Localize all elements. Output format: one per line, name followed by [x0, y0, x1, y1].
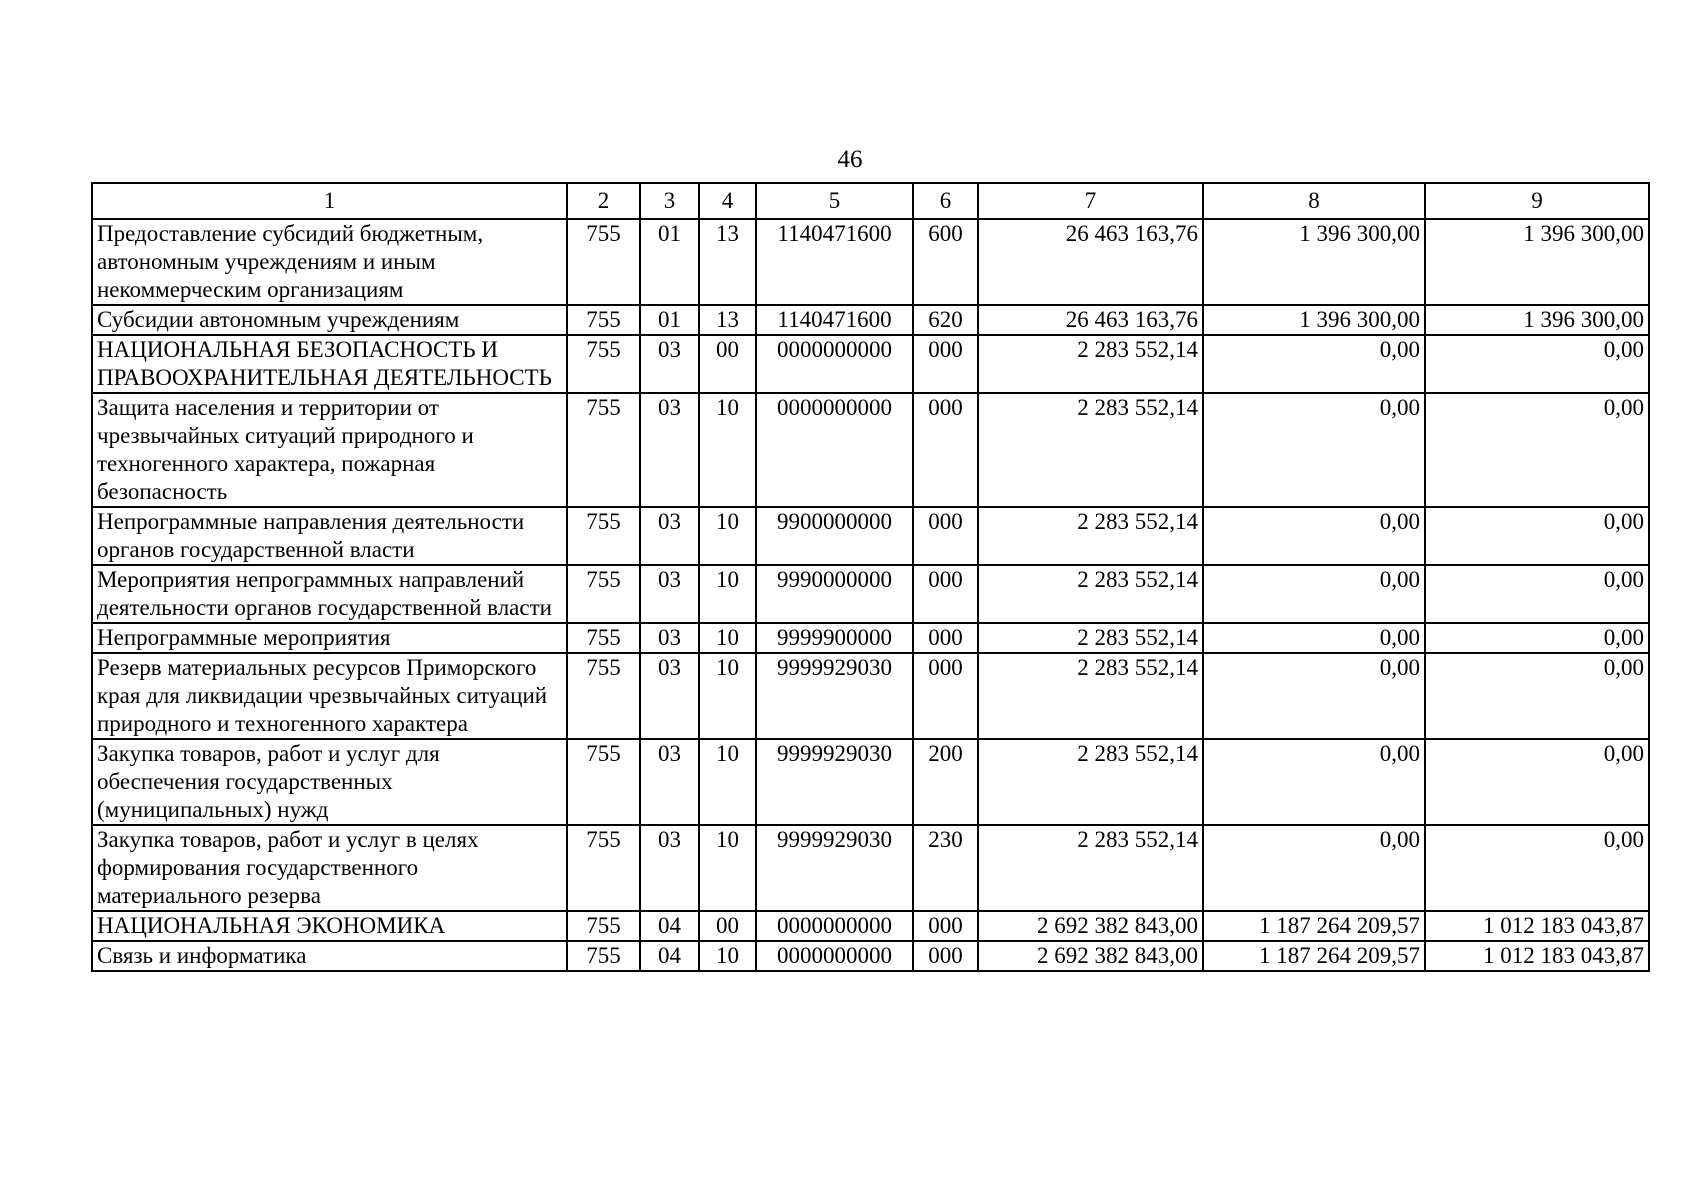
row-code-6: 000	[913, 565, 978, 623]
row-code-4: 10	[699, 507, 756, 565]
row-code-6: 000	[913, 911, 978, 941]
row-sum-9: 0,00	[1425, 739, 1649, 825]
header-row	[92, 183, 1649, 219]
budget-table	[91, 182, 1650, 972]
row-code-2: 755	[567, 911, 640, 941]
row-name: Закупка товаров, работ и услуг в целях формирования государственного материального резерва	[92, 825, 567, 911]
row-code-5: 0000000000	[756, 335, 913, 393]
header-col-1: 1	[92, 183, 567, 219]
row-code-4: 10	[699, 623, 756, 653]
row-code-6: 000	[913, 335, 978, 393]
row-sum-9: 0,00	[1425, 623, 1649, 653]
row-sum-8: 0,00	[1203, 623, 1425, 653]
table-row	[92, 393, 1649, 507]
row-sum-9: 0,00	[1425, 825, 1649, 911]
row-name: НАЦИОНАЛЬНАЯ БЕЗОПАСНОСТЬ И ПРАВООХРАНИТЕЛЬНАЯ ДЕЯТЕЛЬНОСТЬ	[92, 335, 567, 393]
row-code-3: 03	[640, 653, 699, 739]
row-code-2: 755	[567, 825, 640, 911]
row-code-5: 9999929030	[756, 739, 913, 825]
row-sum-7: 2 283 552,14	[978, 565, 1203, 623]
row-name: Субсидии автономным учреждениям	[92, 305, 567, 335]
row-sum-9: 1 012 183 043,87	[1425, 941, 1649, 971]
row-code-4: 13	[699, 219, 756, 305]
row-code-3: 03	[640, 623, 699, 653]
table-row	[92, 825, 1649, 911]
row-code-2: 755	[567, 941, 640, 971]
row-code-6: 230	[913, 825, 978, 911]
row-sum-7: 2 692 382 843,00	[978, 941, 1203, 971]
row-code-5: 9999900000	[756, 623, 913, 653]
row-name: Связь и информатика	[92, 941, 567, 971]
table-row	[92, 911, 1649, 941]
table-row	[92, 219, 1649, 305]
row-code-3: 04	[640, 941, 699, 971]
row-sum-8: 0,00	[1203, 739, 1425, 825]
row-code-5: 0000000000	[756, 393, 913, 507]
row-code-5: 9990000000	[756, 565, 913, 623]
row-code-3: 03	[640, 393, 699, 507]
row-code-4: 10	[699, 739, 756, 825]
row-sum-7: 2 283 552,14	[978, 653, 1203, 739]
row-sum-7: 26 463 163,76	[978, 219, 1203, 305]
page-number: 46	[837, 146, 863, 173]
row-name: Защита населения и территории от чрезвычайных ситуаций природного и техногенного характера, пожарная безопасность	[92, 393, 567, 507]
table-row	[92, 335, 1649, 393]
row-code-6: 000	[913, 393, 978, 507]
row-code-2: 755	[567, 565, 640, 623]
row-code-5: 9999929030	[756, 653, 913, 739]
row-name: Закупка товаров, работ и услуг для обеспечения государственных (муниципальных) нужд	[92, 739, 567, 825]
header-col-8: 8	[1203, 183, 1425, 219]
row-code-6: 620	[913, 305, 978, 335]
table-row	[92, 507, 1649, 565]
row-sum-7: 26 463 163,76	[978, 305, 1203, 335]
row-code-3: 03	[640, 739, 699, 825]
row-code-2: 755	[567, 335, 640, 393]
row-name: Резерв материальных ресурсов Приморского края для ликвидации чрезвычайных ситуаций природного и техногенного характера	[92, 653, 567, 739]
row-code-2: 755	[567, 219, 640, 305]
row-code-6: 000	[913, 653, 978, 739]
header-col-9: 9	[1425, 183, 1649, 219]
row-sum-7: 2 283 552,14	[978, 739, 1203, 825]
row-code-2: 755	[567, 739, 640, 825]
row-sum-9: 1 396 300,00	[1425, 219, 1649, 305]
row-code-2: 755	[567, 305, 640, 335]
row-sum-8: 0,00	[1203, 825, 1425, 911]
row-code-2: 755	[567, 653, 640, 739]
header-col-5: 5	[756, 183, 913, 219]
row-sum-7: 2 283 552,14	[978, 623, 1203, 653]
table-row	[92, 565, 1649, 623]
row-code-4: 13	[699, 305, 756, 335]
row-code-5: 9999929030	[756, 825, 913, 911]
table-row	[92, 623, 1649, 653]
row-name: Предоставление субсидий бюджетным, автономным учреждениям и иным некоммерческим организациям	[92, 219, 567, 305]
row-code-5: 0000000000	[756, 941, 913, 971]
row-code-5: 1140471600	[756, 219, 913, 305]
row-sum-7: 2 283 552,14	[978, 393, 1203, 507]
row-sum-8: 0,00	[1203, 335, 1425, 393]
row-sum-9: 0,00	[1425, 507, 1649, 565]
row-sum-7: 2 283 552,14	[978, 335, 1203, 393]
row-sum-7: 2 283 552,14	[978, 825, 1203, 911]
row-code-6: 200	[913, 739, 978, 825]
row-name: Непрограммные направления деятельности органов государственной власти	[92, 507, 567, 565]
row-name: НАЦИОНАЛЬНАЯ ЭКОНОМИКА	[92, 911, 567, 941]
table-row	[92, 305, 1649, 335]
table-row	[92, 739, 1649, 825]
row-name: Мероприятия непрограммных направлений деятельности органов государственной власти	[92, 565, 567, 623]
row-sum-8: 0,00	[1203, 565, 1425, 623]
row-code-4: 10	[699, 825, 756, 911]
row-code-3: 01	[640, 305, 699, 335]
row-code-4: 10	[699, 653, 756, 739]
row-sum-8: 1 396 300,00	[1203, 305, 1425, 335]
header-col-4: 4	[699, 183, 756, 219]
header-col-3: 3	[640, 183, 699, 219]
header-col-6: 6	[913, 183, 978, 219]
row-sum-8: 1 187 264 209,57	[1203, 941, 1425, 971]
row-sum-9: 0,00	[1425, 335, 1649, 393]
row-code-4: 10	[699, 565, 756, 623]
row-code-3: 04	[640, 911, 699, 941]
row-sum-9: 0,00	[1425, 393, 1649, 507]
row-code-4: 10	[699, 941, 756, 971]
row-name: Непрограммные мероприятия	[92, 623, 567, 653]
header-col-7: 7	[978, 183, 1203, 219]
row-sum-7: 2 692 382 843,00	[978, 911, 1203, 941]
row-code-6: 600	[913, 219, 978, 305]
row-code-5: 0000000000	[756, 911, 913, 941]
row-sum-9: 1 012 183 043,87	[1425, 911, 1649, 941]
row-code-4: 00	[699, 335, 756, 393]
header-col-2: 2	[567, 183, 640, 219]
row-sum-8: 0,00	[1203, 393, 1425, 507]
row-code-3: 03	[640, 825, 699, 911]
table-row	[92, 653, 1649, 739]
row-code-6: 000	[913, 941, 978, 971]
row-sum-8: 1 396 300,00	[1203, 219, 1425, 305]
row-code-2: 755	[567, 623, 640, 653]
row-sum-8: 1 187 264 209,57	[1203, 911, 1425, 941]
row-code-5: 1140471600	[756, 305, 913, 335]
row-code-3: 01	[640, 219, 699, 305]
row-code-2: 755	[567, 393, 640, 507]
row-code-4: 10	[699, 393, 756, 507]
row-code-3: 03	[640, 507, 699, 565]
row-code-5: 9900000000	[756, 507, 913, 565]
row-sum-8: 0,00	[1203, 507, 1425, 565]
row-sum-8: 0,00	[1203, 653, 1425, 739]
row-sum-9: 1 396 300,00	[1425, 305, 1649, 335]
row-code-6: 000	[913, 623, 978, 653]
row-code-6: 000	[913, 507, 978, 565]
row-code-4: 00	[699, 911, 756, 941]
row-code-3: 03	[640, 335, 699, 393]
row-sum-7: 2 283 552,14	[978, 507, 1203, 565]
row-code-2: 755	[567, 507, 640, 565]
table-row	[92, 941, 1649, 971]
row-sum-9: 0,00	[1425, 653, 1649, 739]
row-sum-9: 0,00	[1425, 565, 1649, 623]
row-code-3: 03	[640, 565, 699, 623]
